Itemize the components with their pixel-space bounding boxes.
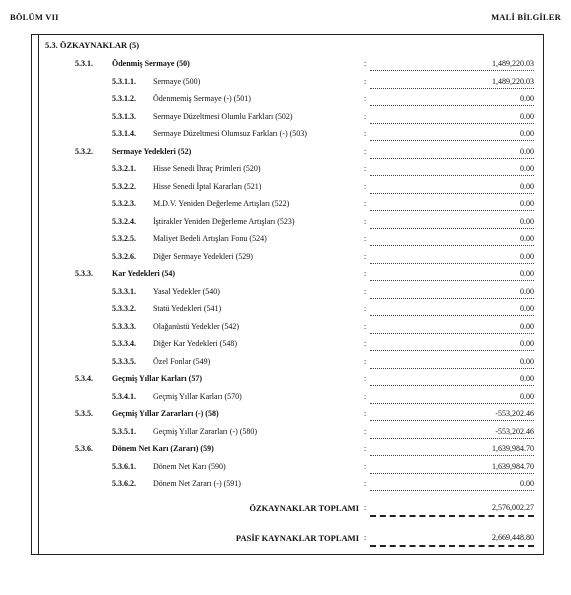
account-row xyxy=(0,230,571,248)
colon: : xyxy=(364,444,367,453)
colon: : xyxy=(364,339,367,348)
row-value: 0.00 xyxy=(370,112,534,124)
account-row xyxy=(0,213,571,231)
row-number: 5.3.6. xyxy=(75,444,93,453)
row-number: 5.3.1. xyxy=(75,59,93,68)
equity-total-label: ÖZKAYNAKLAR TOPLAMI xyxy=(249,503,359,513)
row-number: 5.3.6.1. xyxy=(112,461,136,471)
account-row xyxy=(0,388,571,406)
section-title: 5.3. ÖZKAYNAKLAR (5) xyxy=(45,40,140,50)
account-row xyxy=(0,178,571,196)
row-label: Diğer Kar Yedekleri (548) xyxy=(153,339,237,348)
colon: : xyxy=(364,503,367,512)
row-label: Özel Fonlar (549) xyxy=(153,356,211,366)
liabilities-total-value: 2,669,448.80 xyxy=(370,533,534,547)
account-row xyxy=(0,283,571,301)
row-label: Ödenmemiş Sermaye (-) (501) xyxy=(153,94,251,103)
account-row xyxy=(0,90,571,108)
liabilities-total-label: PASİF KAYNAKLAR TOPLAMI xyxy=(235,533,359,543)
row-label: Yasal Yedekler (540) xyxy=(153,286,220,296)
row-value: 0.00 xyxy=(370,339,534,351)
colon: : xyxy=(364,391,367,401)
row-label: Kar Yedekleri (54) xyxy=(112,269,176,278)
group-row xyxy=(0,265,571,283)
row-number: 5.3.3.3. xyxy=(112,321,136,331)
colon: : xyxy=(364,146,367,156)
row-label: Maliyet Bedeli Artışları Fonu (524) xyxy=(153,234,267,243)
row-value: 0.00 xyxy=(370,234,534,246)
colon: : xyxy=(364,374,367,383)
row-label: Dönem Net Zararı (-) (591) xyxy=(153,479,241,488)
row-label: İştirakler Yeniden Değerleme Artışları (523) xyxy=(153,216,295,226)
colon: : xyxy=(364,199,367,208)
row-number: 5.3.2.4. xyxy=(112,216,136,226)
row-label: Hisse Senedi İhraç Primleri (520) xyxy=(153,164,261,173)
row-label: M.D.V. Yeniden Değerleme Artışları (522) xyxy=(153,199,290,208)
account-row xyxy=(0,73,571,91)
colon: : xyxy=(364,94,367,103)
row-value: 0.00 xyxy=(370,287,534,299)
row-value: 0.00 xyxy=(370,374,534,386)
row-value: 0.00 xyxy=(370,94,534,106)
row-label: Geçmiş Yıllar Zararları (-) (58) xyxy=(112,409,219,418)
row-label: Sermaye (500) xyxy=(153,76,201,86)
row-number: 5.3.2.5. xyxy=(112,234,136,243)
row-label: Dönem Net Karı (Zararı) (59) xyxy=(112,444,214,453)
row-value: -553,202.46 xyxy=(370,427,534,439)
row-label: Sermaye Düzeltmesi Olumlu Farkları (502) xyxy=(153,111,293,121)
row-number: 5.3.2.3. xyxy=(112,199,136,208)
row-number: 5.3.6.2. xyxy=(112,479,136,488)
row-value: 0.00 xyxy=(370,252,534,264)
row-value: 0.00 xyxy=(370,479,534,491)
colon: : xyxy=(364,286,367,296)
colon: : xyxy=(364,164,367,173)
colon: : xyxy=(364,356,367,366)
row-number: 5.3.2. xyxy=(75,146,93,156)
row-number: 5.3.1.3. xyxy=(112,111,136,121)
colon: : xyxy=(364,76,367,86)
row-number: 5.3.1.1. xyxy=(112,76,136,86)
row-value: 0.00 xyxy=(370,217,534,229)
row-label: Geçmiş Yıllar Zararları (-) (580) xyxy=(153,426,258,436)
row-number: 5.3.2.1. xyxy=(112,164,136,173)
row-label: Geçmiş Yıllar Karları (57) xyxy=(112,374,202,383)
colon: : xyxy=(364,216,367,226)
colon: : xyxy=(364,461,367,471)
row-value: 0.00 xyxy=(370,269,534,281)
account-row xyxy=(0,248,571,266)
row-label: Diğer Sermaye Yedekleri (529) xyxy=(153,251,253,261)
row-label: Geçmiş Yıllar Karları (570) xyxy=(153,391,242,401)
colon: : xyxy=(364,321,367,331)
group-row xyxy=(0,55,571,73)
row-number: 5.3.1.4. xyxy=(112,129,136,138)
row-number: 5.3.5. xyxy=(75,409,93,418)
row-label: Ödenmiş Sermaye (50) xyxy=(112,59,190,68)
colon: : xyxy=(364,129,367,138)
colon: : xyxy=(364,234,367,243)
row-number: 5.3.3. xyxy=(75,269,93,278)
account-row xyxy=(0,108,571,126)
colon: : xyxy=(364,304,367,313)
row-number: 5.3.1.2. xyxy=(112,94,136,103)
row-value: 0.00 xyxy=(370,147,534,159)
account-row xyxy=(0,300,571,318)
row-number: 5.3.5.1. xyxy=(112,426,136,436)
row-value: 0.00 xyxy=(370,392,534,404)
equity-rows xyxy=(0,55,571,493)
group-row xyxy=(0,143,571,161)
row-value: 1,639,984.70 xyxy=(370,444,534,456)
row-value: 0.00 xyxy=(370,164,534,176)
group-row xyxy=(0,440,571,458)
row-number: 5.3.4. xyxy=(75,374,93,383)
row-label: Sermaye Düzeltmesi Olumsuz Farkları (-) (503) xyxy=(153,129,307,138)
row-number: 5.3.3.5. xyxy=(112,356,136,366)
account-row xyxy=(0,318,571,336)
equity-total-row xyxy=(0,499,571,517)
row-number: 5.3.2.2. xyxy=(112,181,136,191)
group-row xyxy=(0,405,571,423)
row-value: 0.00 xyxy=(370,322,534,334)
row-label: Dönem Net Karı (590) xyxy=(153,461,226,471)
row-value: 1,489,220.03 xyxy=(370,59,534,71)
row-value: 0.00 xyxy=(370,304,534,316)
row-value: 0.00 xyxy=(370,357,534,369)
account-row xyxy=(0,353,571,371)
account-row xyxy=(0,335,571,353)
group-row xyxy=(0,370,571,388)
row-number: 5.3.3.2. xyxy=(112,304,136,313)
row-value: 0.00 xyxy=(370,199,534,211)
header-section-label: BÖLÜM VII xyxy=(10,12,59,22)
colon: : xyxy=(364,59,367,68)
account-row xyxy=(0,458,571,476)
row-number: 5.3.4.1. xyxy=(112,391,136,401)
row-value: 1,489,220.03 xyxy=(370,77,534,89)
colon: : xyxy=(364,269,367,278)
colon: : xyxy=(364,251,367,261)
equity-total-value: 2,576,002.27 xyxy=(370,503,534,517)
colon: : xyxy=(364,111,367,121)
row-number: 5.3.3.4. xyxy=(112,339,136,348)
row-value: 1,639,984.70 xyxy=(370,462,534,474)
colon: : xyxy=(364,533,367,542)
account-row xyxy=(0,195,571,213)
row-label: Olağanüstü Yedekler (542) xyxy=(153,321,239,331)
account-row xyxy=(0,423,571,441)
colon: : xyxy=(364,181,367,191)
row-label: Hisse Senedi İptal Kararları (521) xyxy=(153,181,262,191)
row-number: 5.3.3.1. xyxy=(112,286,136,296)
row-label: Sermaye Yedekleri (52) xyxy=(112,146,192,156)
row-number: 5.3.2.6. xyxy=(112,251,136,261)
row-value: 0.00 xyxy=(370,129,534,141)
liabilities-total-row xyxy=(0,529,571,547)
header-title: MALİ BİLGİLER xyxy=(491,12,561,22)
colon: : xyxy=(364,479,367,488)
colon: : xyxy=(364,409,367,418)
row-value: -553,202.46 xyxy=(370,409,534,421)
account-row xyxy=(0,475,571,493)
account-row xyxy=(0,125,571,143)
row-value: 0.00 xyxy=(370,182,534,194)
row-label: Statü Yedekleri (541) xyxy=(153,304,222,313)
colon: : xyxy=(364,426,367,436)
account-row xyxy=(0,160,571,178)
